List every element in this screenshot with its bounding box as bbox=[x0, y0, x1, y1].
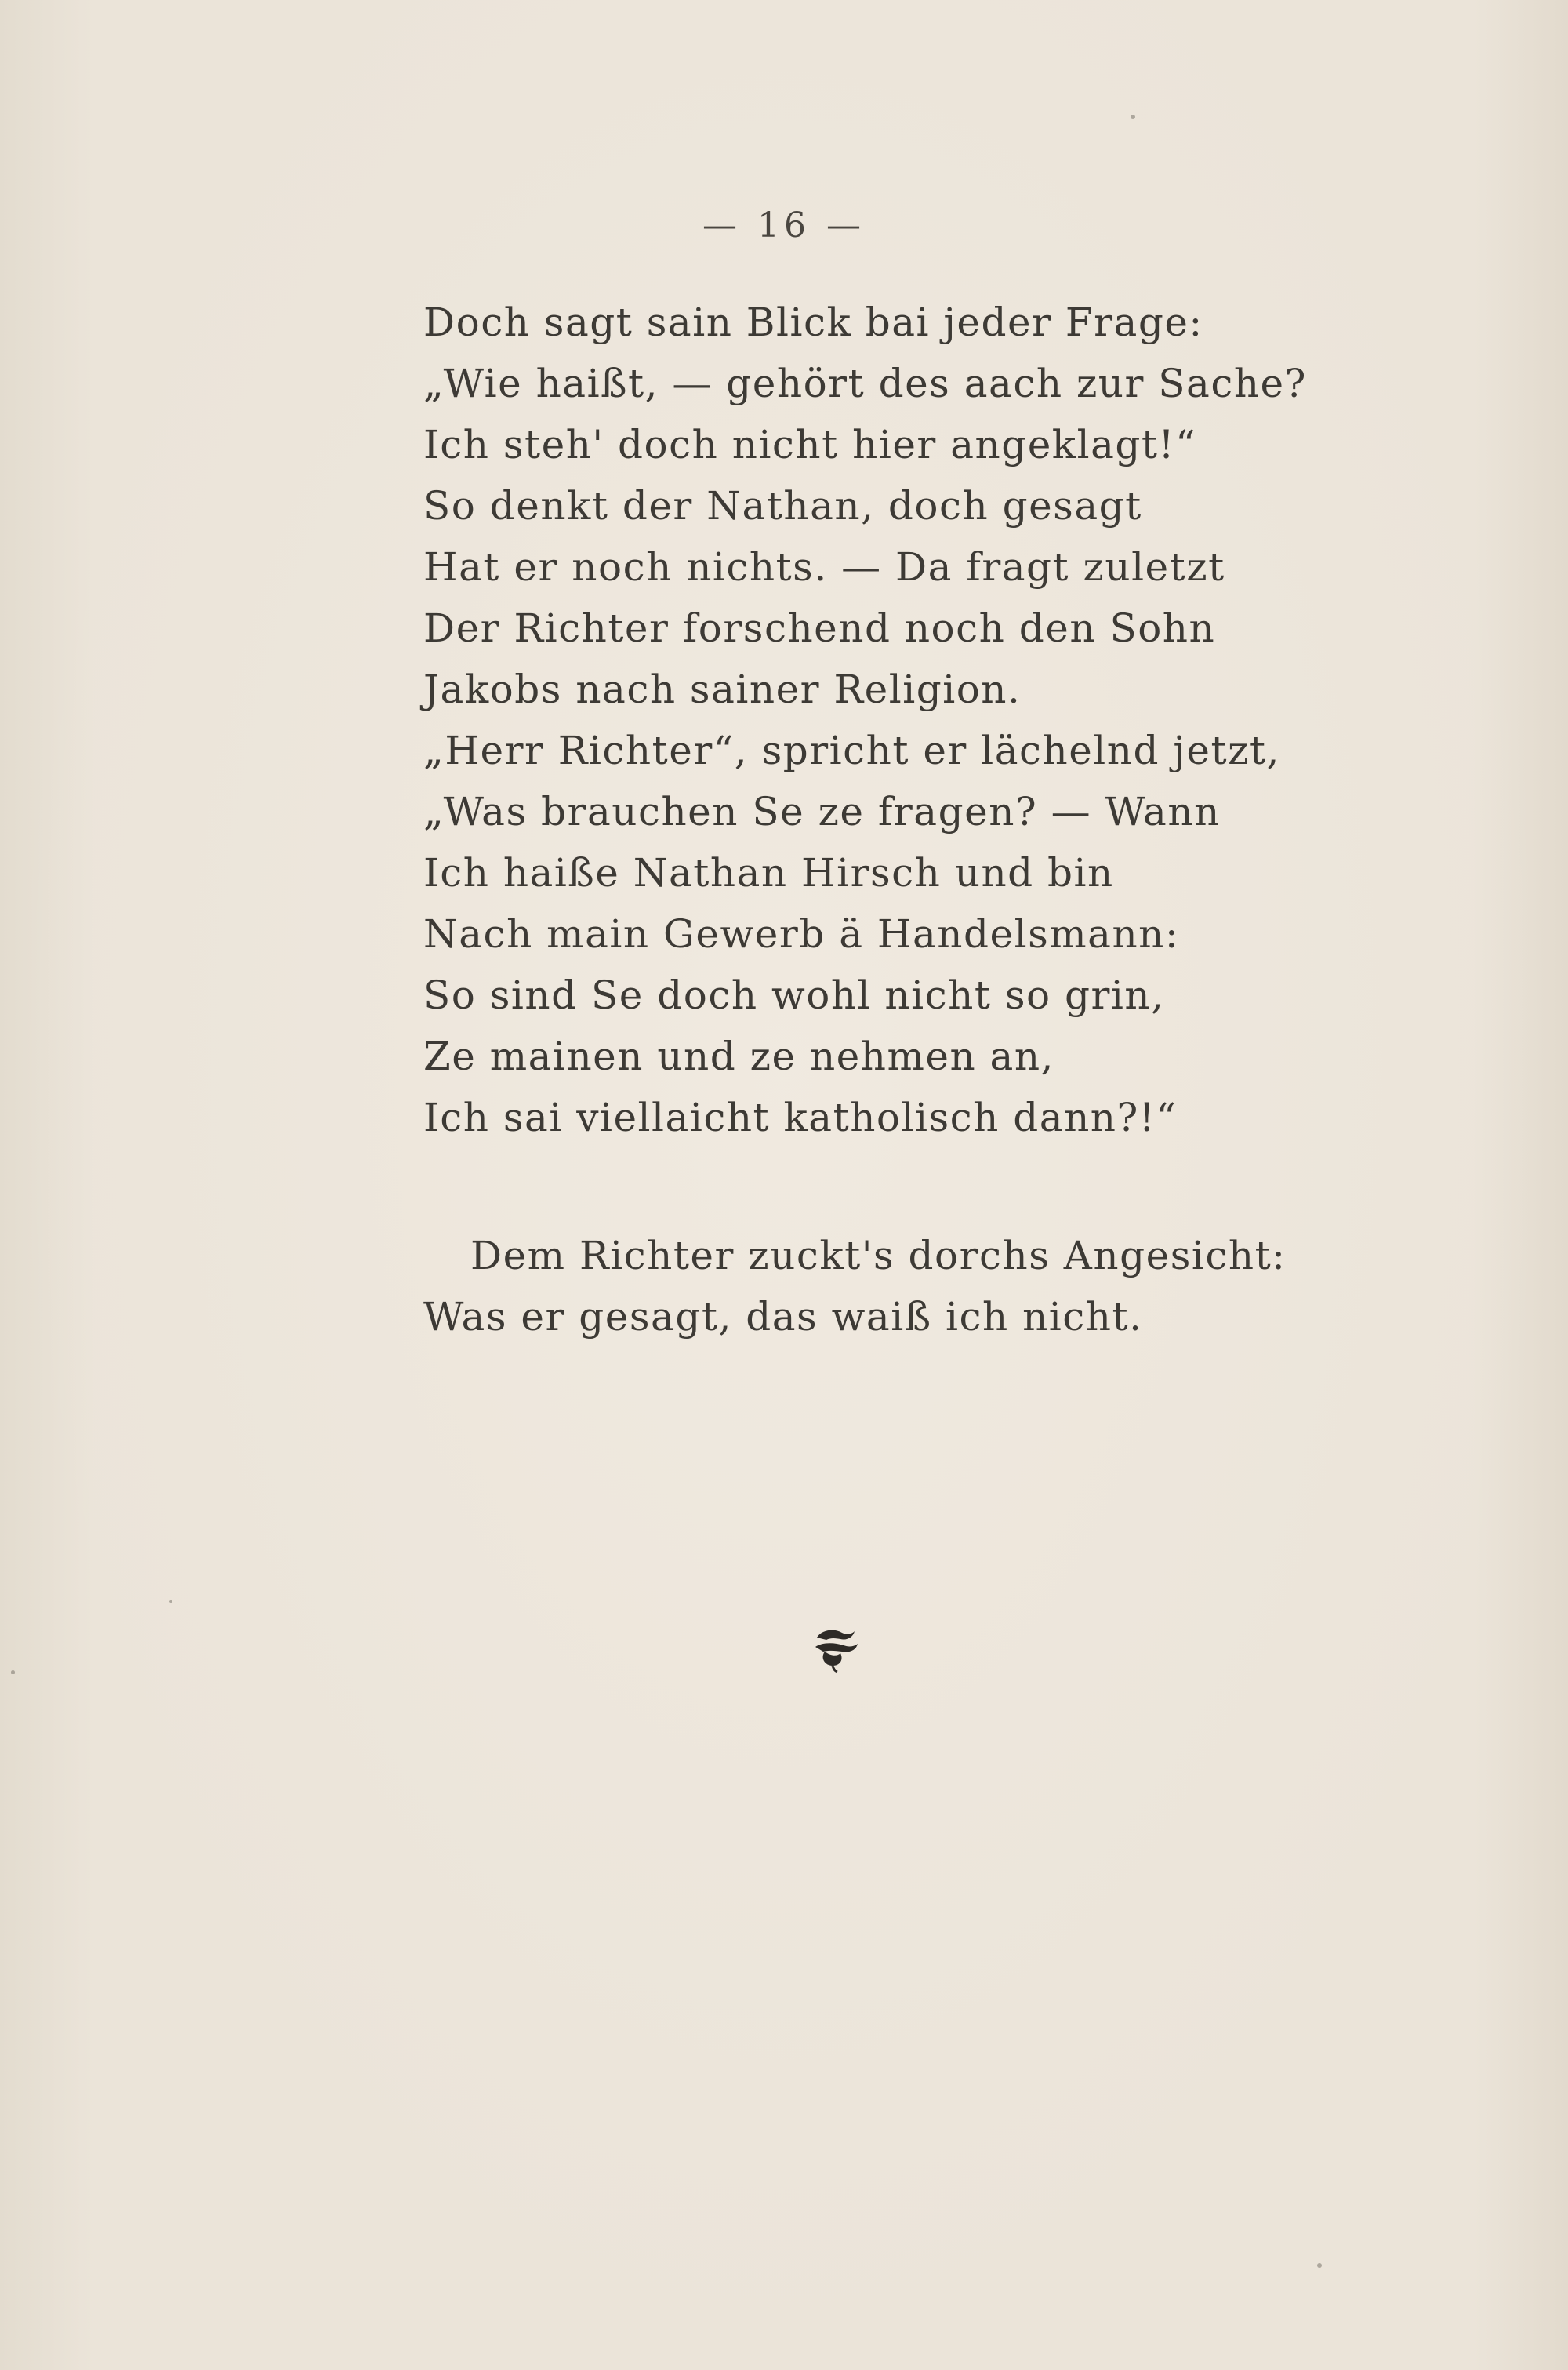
verse-line: Dem Richter zuckt's dorchs Angesicht: bbox=[470, 1233, 1287, 1278]
paper-speck bbox=[1131, 115, 1135, 119]
page-number: — 16 — bbox=[702, 205, 866, 245]
verse-line: „Wie haißt, — gehört des aach zur Sache? bbox=[423, 361, 1307, 406]
verse-line: Der Richter forschend noch den Sohn bbox=[423, 605, 1216, 651]
verse-line: So denkt der Nathan, doch gesagt bbox=[423, 483, 1142, 529]
paper-speck bbox=[169, 1600, 172, 1603]
paper-speck bbox=[1317, 2263, 1322, 2268]
paper-speck bbox=[11, 1670, 15, 1674]
stanza-1 bbox=[423, 292, 1364, 1148]
verse-line: Doch sagt sain Blick bai jeder Frage: bbox=[423, 300, 1203, 345]
verse-line: Ich haiße Nathan Hirsch und bin bbox=[423, 850, 1114, 896]
verse-line: Ich sai viellaicht katholisch dann?!“ bbox=[423, 1095, 1178, 1140]
verse-line: So sind Se doch wohl nicht so grin, bbox=[423, 972, 1165, 1018]
fleuron-icon bbox=[808, 1620, 862, 1675]
verse-line: Ich steh' doch nicht hier angeklagt!“ bbox=[423, 422, 1197, 467]
verse-line: Hat er noch nichts. — Da fragt zuletzt bbox=[423, 544, 1225, 590]
stanza-2 bbox=[423, 1225, 1364, 1347]
verse-line: Ze mainen und ze nehmen an, bbox=[423, 1034, 1054, 1079]
verse-line: Was er gesagt, das waiß ich nicht. bbox=[423, 1294, 1143, 1339]
verse-line: „Was brauchen Se ze fragen? — Wann bbox=[423, 789, 1221, 834]
verse-line: Jakobs nach sainer Religion. bbox=[423, 667, 1022, 712]
verse-line: „Herr Richter“, spricht er lächelnd jetzt, bbox=[423, 728, 1280, 773]
verse-line: Nach main Gewerb ä Handelsmann: bbox=[423, 911, 1180, 957]
